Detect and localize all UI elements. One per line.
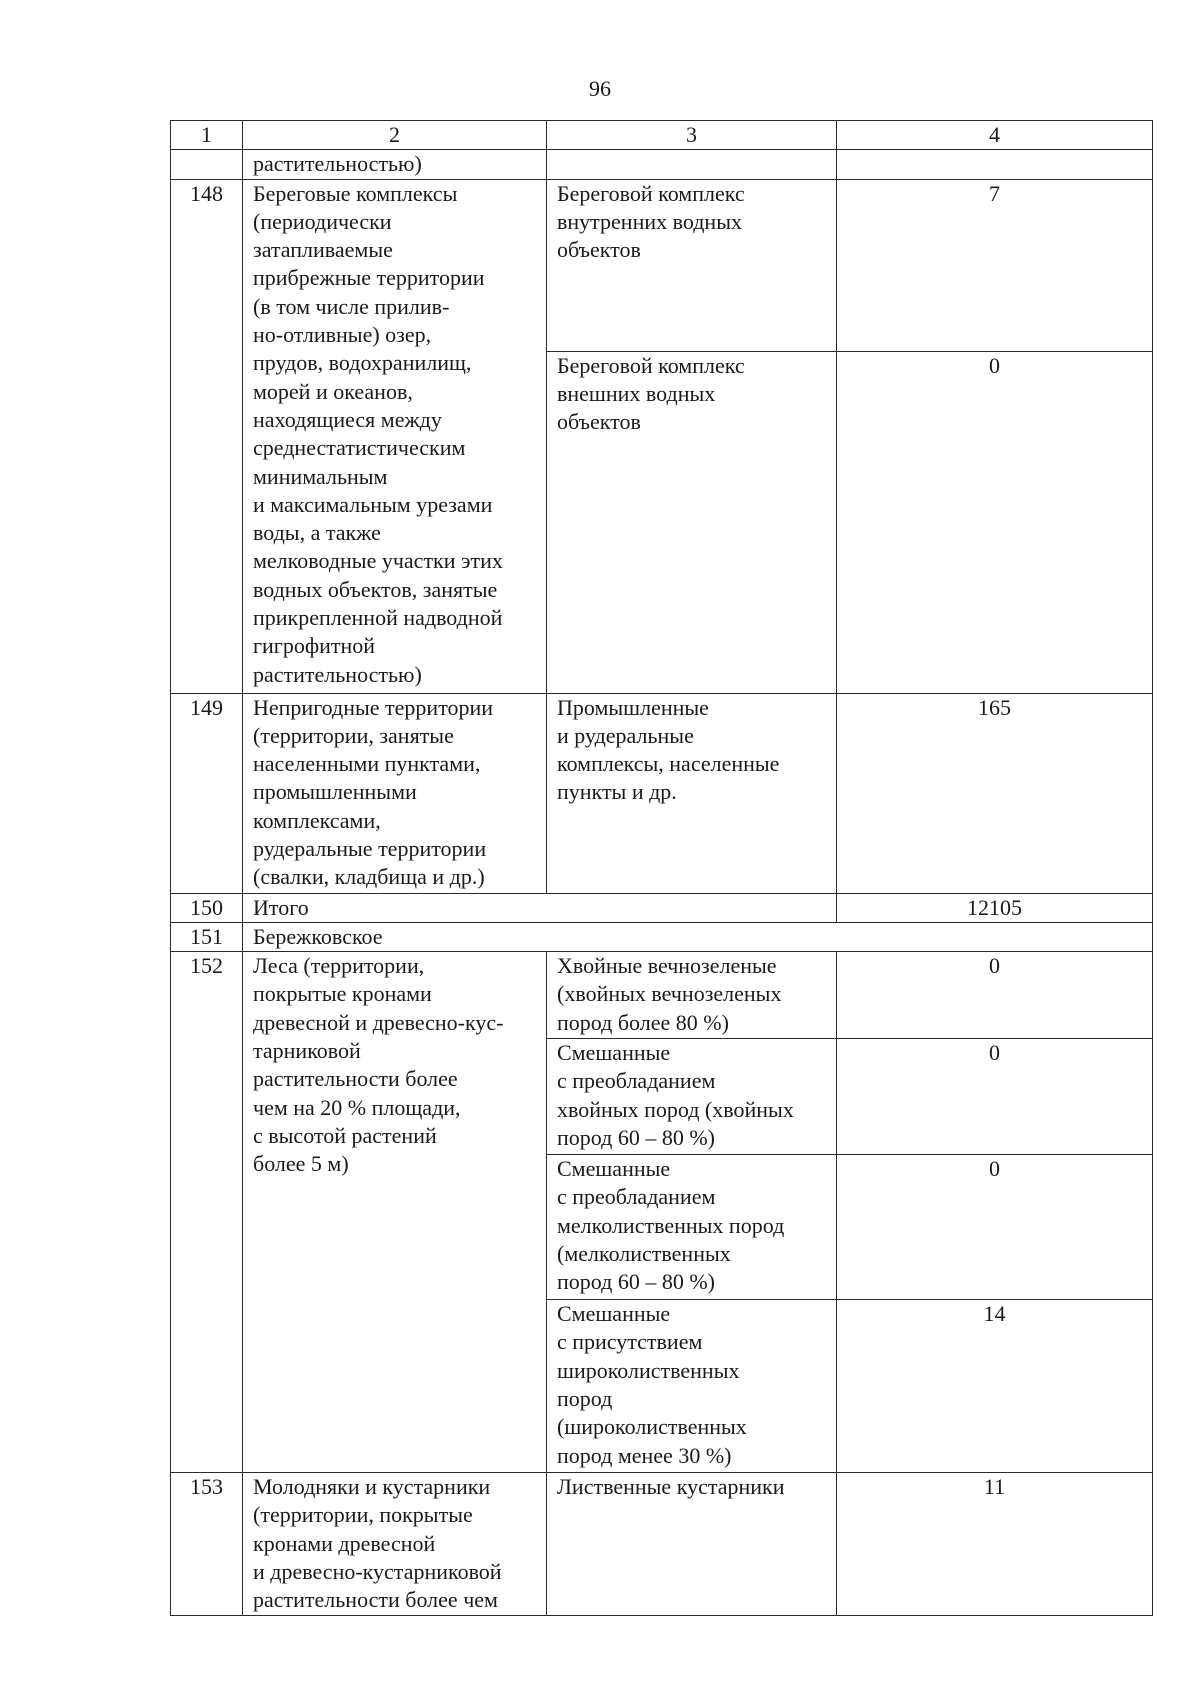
table-row-153	[171, 1473, 1153, 1616]
cell-category: Молодняки и кустарники (территории, покрытые кронами древесной и древесно-кустарниковой растительности более чем	[243, 1473, 547, 1616]
cell-value: 7	[837, 179, 1153, 351]
table-row-152	[171, 952, 1153, 1039]
cell-category: Береговые комплексы (периодически затапливаемые прибрежные территории (в том числе прилив- но-отливные) озер, прудов, водохранилищ, морей и океанов, находящиеся между среднестатистическим минимальным и максимальным урезами воды, а также мелководные участки этих водных объектов, занятые прикрепленной надводной гигрофитной растительностью)	[243, 179, 547, 693]
cell-category: Непригодные территории (территории, занятые населенными пунктами, промышленными комплексами, рудеральные территории (свалки, кладбища и др.)	[243, 693, 547, 893]
table-row-150	[171, 893, 1153, 922]
cell-type: Смешанные с преобладанием хвойных пород (хвойных пород 60 – 80 %)	[547, 1039, 837, 1155]
cell-no: 153	[171, 1473, 243, 1616]
cell-category: растительностью)	[243, 150, 547, 179]
page-number: 96	[589, 76, 611, 101]
cell-type	[547, 150, 837, 179]
cell-total-label: Итого	[243, 893, 837, 922]
cell-type: Хвойные вечнозеленые (хвойных вечнозеленых пород более 80 %)	[547, 952, 837, 1039]
table-row-continuation	[171, 150, 1153, 179]
table-row-148	[171, 179, 1153, 351]
cell-type: Лиственные кустарники	[547, 1473, 837, 1616]
cell-value: 165	[837, 693, 1153, 893]
table-row-151	[171, 922, 1153, 951]
cell-type: Смешанные с преобладанием мелколиственных пород (мелколиственных пород 60 – 80 %)	[547, 1155, 837, 1300]
cell-no: 152	[171, 952, 243, 1473]
header-col-2: 2	[243, 121, 547, 150]
cell-type: Береговой комплекс внутренних водных объектов	[547, 179, 837, 351]
cell-type: Промышленные и рудеральные комплексы, населенные пункты и др.	[547, 693, 837, 893]
cell-no	[171, 150, 243, 179]
cell-section-label: Бережковское	[243, 922, 1153, 951]
cell-value: 0	[837, 351, 1153, 693]
cell-value: 0	[837, 1155, 1153, 1300]
cell-value: 12105	[837, 893, 1153, 922]
data-table	[170, 120, 1153, 1616]
cell-value: 11	[837, 1473, 1153, 1616]
cell-type: Смешанные с присутствием широколиственных пород (широколиственных пород менее 30 %)	[547, 1300, 837, 1473]
cell-no: 151	[171, 922, 243, 951]
header-col-4: 4	[837, 121, 1153, 150]
cell-value: 0	[837, 1039, 1153, 1155]
cell-no: 150	[171, 893, 243, 922]
cell-value: 14	[837, 1300, 1153, 1473]
cell-no: 149	[171, 693, 243, 893]
cell-type: Береговой комплекс внешних водных объектов	[547, 351, 837, 693]
table-header-row	[171, 121, 1153, 150]
cell-value	[837, 150, 1153, 179]
cell-no: 148	[171, 179, 243, 693]
header-col-3: 3	[547, 121, 837, 150]
cell-category: Леса (территории, покрытые кронами древесной и древесно-кус- тарниковой растительности более чем на 20 % площади, с высотой растений более 5 м)	[243, 952, 547, 1473]
cell-value: 0	[837, 952, 1153, 1039]
header-col-1: 1	[171, 121, 243, 150]
table-row-149	[171, 693, 1153, 893]
